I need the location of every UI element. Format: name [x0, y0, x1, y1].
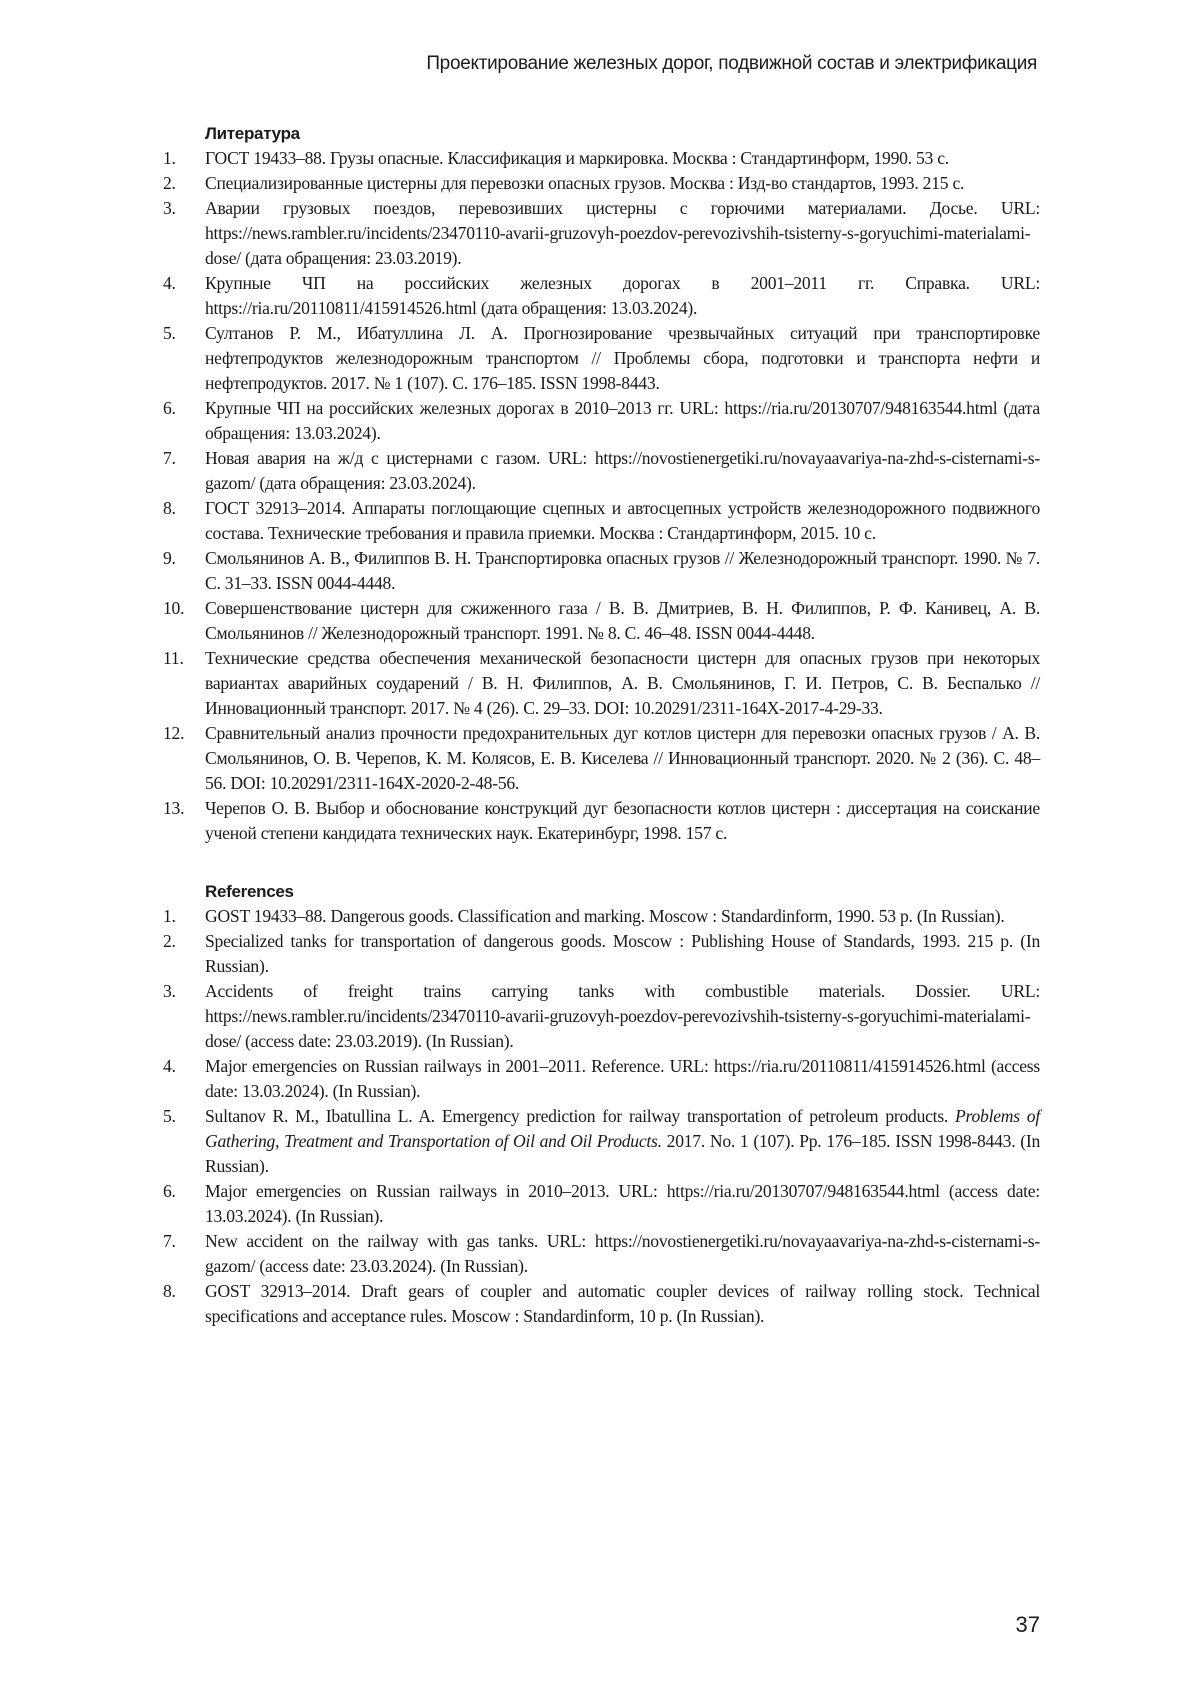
- reference-text-part: Sultanov R. M., Ibatullina L. A. Emergency prediction for railway transportation of petroleum products.: [205, 1106, 956, 1126]
- reference-item: [163, 1104, 1040, 1179]
- page-number: 37: [1015, 1612, 1040, 1637]
- reference-item: [163, 796, 1040, 846]
- reference-item: [163, 929, 1040, 979]
- reference-text: Султанов Р. М., Ибатуллина Л. А. Прогнозирование чрезвычайных ситуаций при транспортировке нефтепродуктов железнодорожным транспортом // Проблемы сбора, подготовки и транспорта нефти и нефтепродуктов. 2017. № 1 (107). С. 176–185. ISSN 1998-8443.: [205, 323, 1040, 393]
- reference-item: [163, 596, 1040, 646]
- reference-number: 2.: [163, 931, 176, 951]
- reference-number: 8.: [163, 498, 176, 518]
- reference-text: Технические средства обеспечения механической безопасности цистерн для опасных грузов при некоторых вариантах аварийных соударений / В. Н. Филиппов, А. В. Смольянинов, Г. И. Петров, С. В. Беспалько // Инновационный транспорт. 2017. № 4 (26). С. 29–33. DOI: 10.20291/2311-164X-2017-4-29-33.: [205, 648, 1040, 718]
- reference-text: Специализированные цистерны для перевозки опасных грузов. Москва : Изд-во стандартов, 1993. 215 с.: [205, 173, 965, 193]
- reference-item: [163, 1279, 1040, 1329]
- reference-text: Крупные ЧП на российских железных дорогах в 2001–2011 гг. Справка. URL: https://ria.ru/20110811/415914526.html (дата обращения: 13.03.2024).: [205, 273, 1040, 318]
- reference-item: [163, 721, 1040, 796]
- reference-number: 1.: [163, 906, 176, 926]
- reference-item: [163, 1179, 1040, 1229]
- bibliography: [163, 124, 1040, 1329]
- running-header: Проектирование железных дорог, подвижной состав и электрификация: [426, 53, 1037, 74]
- reference-item: [163, 496, 1040, 546]
- reference-number: 5.: [163, 323, 176, 343]
- reference-item: [163, 196, 1040, 271]
- reference-text: Совершенствование цистерн для сжиженного газа / В. В. Дмитриев, В. Н. Филиппов, Р. Ф. Канивец, А. В. Смольянинов // Железнодорожный транспорт. 1991. № 8. С. 46–48. ISSN 0044-4448.: [205, 598, 1040, 643]
- reference-item: [163, 271, 1040, 321]
- reference-text: [205, 1106, 1040, 1176]
- reference-text: New accident on the railway with gas tanks. URL: https://novostienergetiki.ru/novayaavariya-na-zhd-s-cisternami-s-gazom/ (access date: 23.03.2024). (In Russian).: [205, 1231, 1040, 1276]
- references-list: [163, 904, 1040, 1329]
- reference-text: Аварии грузовых поездов, перевозивших цистерны с горючими материалами. Досье. URL: https://news.rambler.ru/incidents/23470110-avarii-gruzovyh-poezdov-perevozivshih-tsisterny-s-goryuchimi-materialami-dose/ (дата обращения: 23.03.2019).: [205, 198, 1040, 268]
- reference-item: [163, 646, 1040, 721]
- reference-item: [163, 546, 1040, 596]
- reference-number: 7.: [163, 448, 176, 468]
- reference-number: 10.: [163, 598, 185, 618]
- reference-number: 6.: [163, 398, 176, 418]
- reference-text: ГОСТ 32913–2014. Аппараты поглощающие сцепных и автосцепных устройств железнодорожного подвижного состава. Технические требования и правила приемки. Москва : Стандартинформ, 2015. 10 с.: [205, 498, 1040, 543]
- reference-number: 8.: [163, 1281, 176, 1301]
- reference-item: [163, 1054, 1040, 1104]
- reference-number: 1.: [163, 148, 176, 168]
- reference-number: 12.: [163, 723, 185, 743]
- reference-item: [163, 321, 1040, 396]
- reference-text: Смольянинов А. В., Филиппов В. Н. Транспортировка опасных грузов // Железнодорожный транспорт. 1990. № 7. С. 31–33. ISSN 0044-4448.: [205, 548, 1040, 593]
- reference-item: [163, 446, 1040, 496]
- reference-number: 9.: [163, 548, 176, 568]
- references-heading: References: [205, 882, 294, 901]
- reference-number: 7.: [163, 1231, 176, 1251]
- reference-text: Accidents of freight trains carrying tanks with combustible materials. Dossier. URL: https://news.rambler.ru/incidents/23470110-avarii-gruzovyh-poezdov-perevozivshih-tsisterny-s-goryuchimi-materialami-dose/ (access date: 23.03.2019). (In Russian).: [205, 981, 1040, 1051]
- reference-text: Сравнительный анализ прочности предохранительных дуг котлов цистерн для перевозки опасных грузов / А. В. Смольянинов, О. В. Черепов, К. М. Колясов, Е. В. Киселева // Инновационный транспорт. 2020. № 2 (36). С. 48–56. DOI: 10.20291/2311-164X-2020-2-48-56.: [205, 723, 1040, 793]
- reference-item: [163, 979, 1040, 1054]
- reference-number: 3.: [163, 198, 176, 218]
- reference-number: 6.: [163, 1181, 176, 1201]
- reference-item: [163, 146, 1040, 171]
- reference-number: 11.: [163, 648, 184, 668]
- reference-text: Specialized tanks for transportation of dangerous goods. Moscow : Publishing House of Standards, 1993. 215 p. (In Russian).: [205, 931, 1040, 976]
- reference-item: [163, 171, 1040, 196]
- literature-list: [163, 146, 1040, 846]
- reference-number: 4.: [163, 273, 176, 293]
- reference-number: 4.: [163, 1056, 176, 1076]
- reference-text: ГОСТ 19433–88. Грузы опасные. Классификация и маркировка. Москва : Стандартинформ, 1990. 53 с.: [205, 148, 949, 168]
- reference-item: [163, 1229, 1040, 1279]
- reference-number: 13.: [163, 798, 185, 818]
- reference-text-part: 2017. No. 1 (107). Pp. 176–185. ISSN 1998-8443. (In Russian).: [205, 1131, 1040, 1176]
- reference-item: [163, 396, 1040, 446]
- reference-text: Major emergencies on Russian railways in 2010–2013. URL: https://ria.ru/20130707/948163544.html (access date: 13.03.2024). (In Russian).: [205, 1181, 1040, 1226]
- literature-heading: Литература: [205, 124, 300, 143]
- reference-number: 3.: [163, 981, 176, 1001]
- reference-item: [163, 904, 1040, 929]
- reference-number: 2.: [163, 173, 176, 193]
- reference-text: Крупные ЧП на российских железных дорогах в 2010–2013 гг. URL: https://ria.ru/20130707/948163544.html (дата обращения: 13.03.2024).: [205, 398, 1040, 443]
- reference-number: 5.: [163, 1106, 176, 1126]
- reference-text: Черепов О. В. Выбор и обоснование конструкций дуг безопасности котлов цистерн : диссертация на соискание ученой степени кандидата технических наук. Екатеринбург, 1998. 157 с.: [205, 798, 1040, 843]
- reference-text: Новая авария на ж/д с цистернами с газом. URL: https://novostienergetiki.ru/novayaavariya-na-zhd-s-cisternami-s-gazom/ (дата обращения: 23.03.2024).: [205, 448, 1040, 493]
- reference-text: GOST 19433–88. Dangerous goods. Classification and marking. Moscow : Standardinform, 1990. 53 p. (In Russian).: [205, 906, 1005, 926]
- reference-text: GOST 32913–2014. Draft gears of coupler and automatic coupler devices of railway rolling stock. Technical specifications and acceptance rules. Moscow : Standardinform, 10 p. (In Russian).: [205, 1281, 1040, 1326]
- reference-text: Major emergencies on Russian railways in 2001–2011. Reference. URL: https://ria.ru/20110811/415914526.html (access date: 13.03.2024). (In Russian).: [205, 1056, 1040, 1101]
- journal-title: Problems of Gathering, Treatment and Transportation of Oil and Oil Products.: [205, 1106, 1040, 1151]
